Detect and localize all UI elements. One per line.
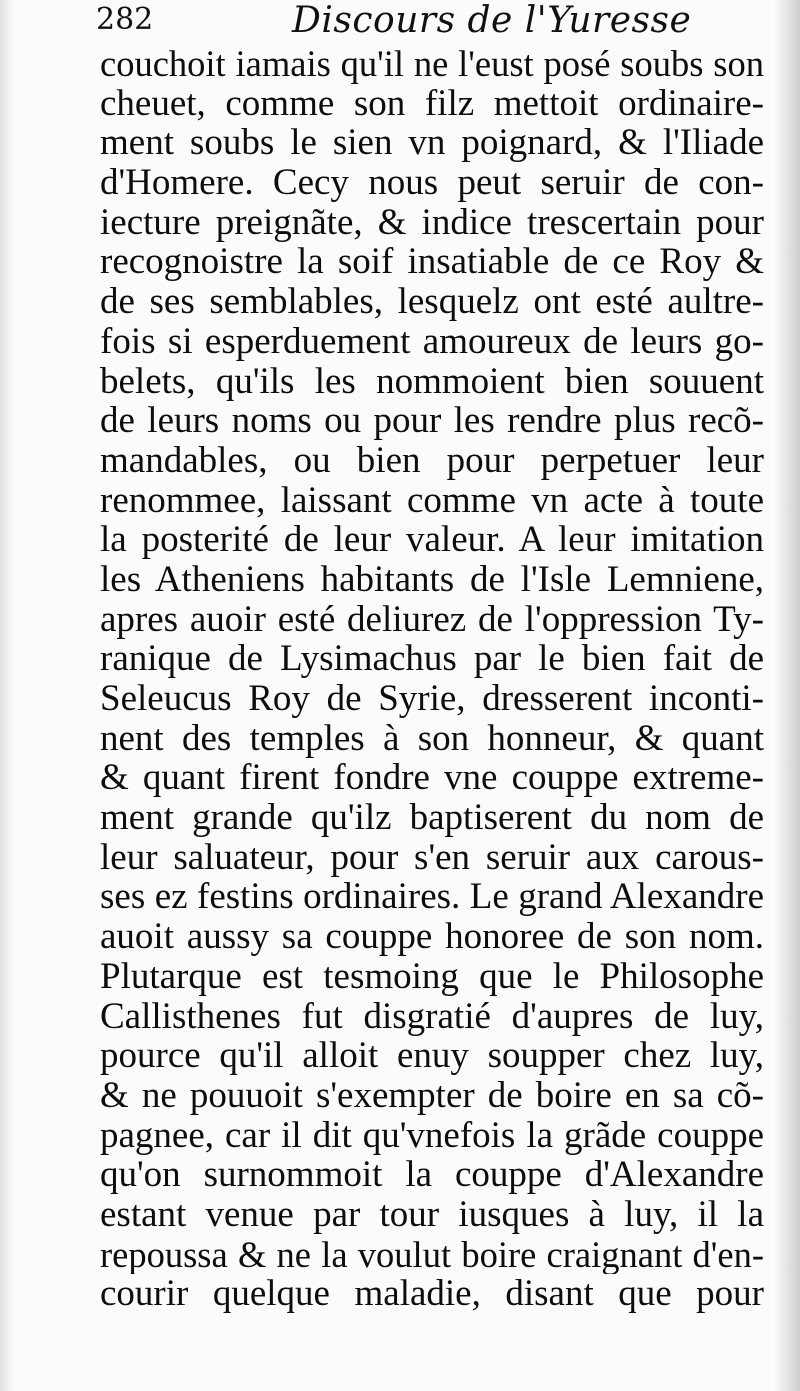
text-line: auoit aussy sa couppe honoree de son nom. [100,917,764,957]
text-line: ses ez festins ordinaires. Le grand Alexandre [100,877,764,918]
text-line: les Atheniens habitants de l'Isle Lemniene, [100,559,764,600]
page-number: 282 [96,2,154,37]
text-line: ranique de Lysimachus par le bien fait de [100,639,764,679]
text-line: & quant firent fondre vne couppe extreme- [100,758,764,799]
text-line: fois si esperduement amoureux de leurs go- [100,321,764,362]
running-title: Discours de l'Yuresse [292,0,692,41]
text-line: pagnee, car il dit qu'vnefois la grãde couppe [100,1115,764,1156]
text-line: Seleucus Roy de Syrie, dresserent inconti- [100,679,764,719]
text-line: Plutarque est tesmoing que le Philosophe [100,956,764,997]
running-head [96,2,776,48]
text-line: Callisthenes fut disgratié d'aupres de luy, [100,996,764,1037]
text-line: pource qu'il alloit enuy soupper chez luy, [100,1036,764,1076]
text-line: renommee, laissant comme vn acte à toute [100,480,764,521]
text-line: iecture preignãte, & indice trescertain pour [100,202,764,243]
text-line: mandables, ou bien pour perpetuer leur [100,440,764,481]
text-line: apres auoir esté deliurez de l'oppression Ty- [100,599,764,640]
text-line: de leurs noms ou pour les rendre plus recõ- [100,401,764,441]
text-line: ment grande qu'ilz baptiserent du nom de [100,798,764,838]
text-line: couchoit iamais qu'il ne l'eust posé soubs son [100,44,764,84]
text-line: leur saluateur, pour s'en seruir aux carous- [100,837,764,878]
text-line: nent des temples à son honneur, & quant [100,718,764,759]
text-line: de ses semblables, lesquelz ont esté aultre- [100,282,764,322]
text-line: la posterité de leur valeur. A leur imitation [100,520,764,560]
text-line: qu'on surnommoit la couppe d'Alexandre [100,1155,764,1195]
text-line: recognoistre la soif insatiable de ce Roy & [100,242,764,283]
text-line: & ne pouuoit s'exempter de boire en sa cõ- [100,1075,764,1116]
text-line: ment soubs le sien vn poignard, & l'Iliade [100,123,764,164]
text-line: estant venue par tour iusques à luy, il la [100,1194,764,1235]
text-line: d'Homere. Cecy nous peut seruir de con- [100,163,764,203]
text-line: cheuet, comme son filz mettoit ordinaire- [100,83,764,124]
text-line: courir quelque maladie, disant que pour [100,1274,764,1314]
text-line: belets, qu'ils les nommoient bien souuent [100,361,764,402]
text-line: repoussa & ne la voulut boire craignant d'en- [100,1234,764,1275]
body-text [100,44,764,1314]
